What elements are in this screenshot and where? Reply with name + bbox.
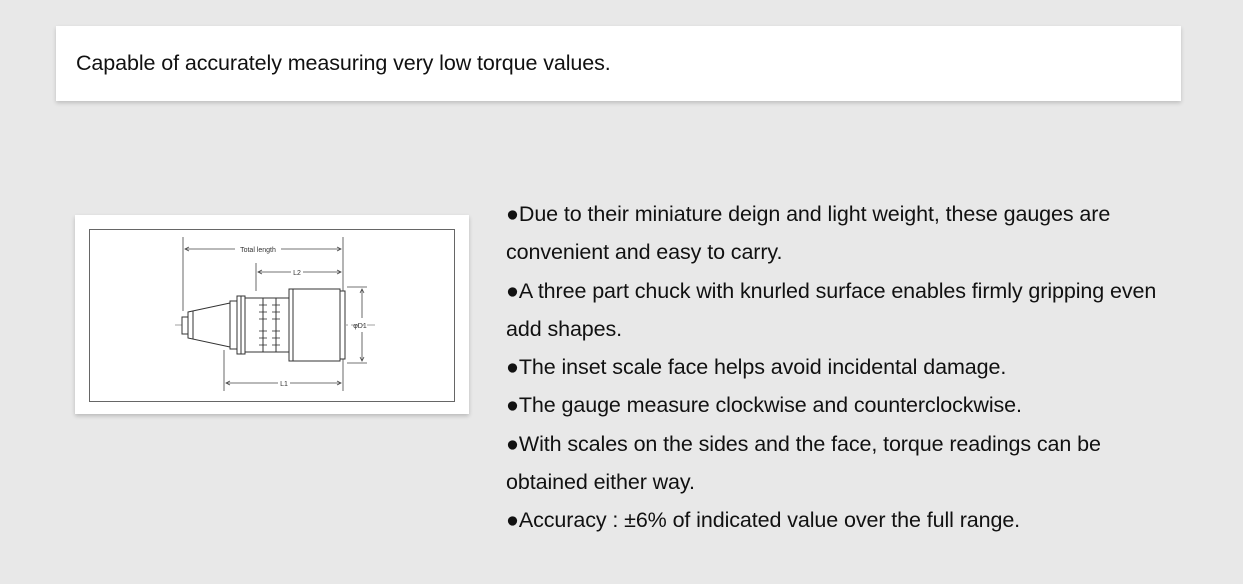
- total-length-label: Total length: [240, 247, 276, 254]
- dimension-diagram-card: [75, 215, 469, 414]
- feature-item: ●Due to their miniature deign and light weight, these gauges are convenient and easy to carry.: [506, 202, 1111, 265]
- gauge-dimension-diagram: [75, 215, 469, 414]
- feature-item: ●With scales on the sides and the face, torque readings can be obtained either way.: [506, 431, 1101, 495]
- l1-label: L1: [280, 381, 288, 388]
- feature-list: [506, 195, 1186, 540]
- l2-label: L2: [293, 270, 301, 277]
- feature-item: ●Accuracy : ±6% of indicated value over the full range.: [506, 508, 1021, 533]
- feature-item: ●A three part chuck with knurled surface enables firmly gripping even add shapes.: [506, 278, 1157, 341]
- feature-item: ●The gauge measure clockwise and counterclockwise.: [506, 393, 1022, 418]
- intro-card: [56, 26, 1181, 101]
- intro-text: Capable of accurately measuring very low torque values.: [76, 51, 611, 75]
- feature-item: ●The inset scale face helps avoid incidental damage.: [506, 355, 1007, 380]
- d1-label: φD1: [353, 323, 367, 330]
- gauge-drawing: [182, 289, 345, 361]
